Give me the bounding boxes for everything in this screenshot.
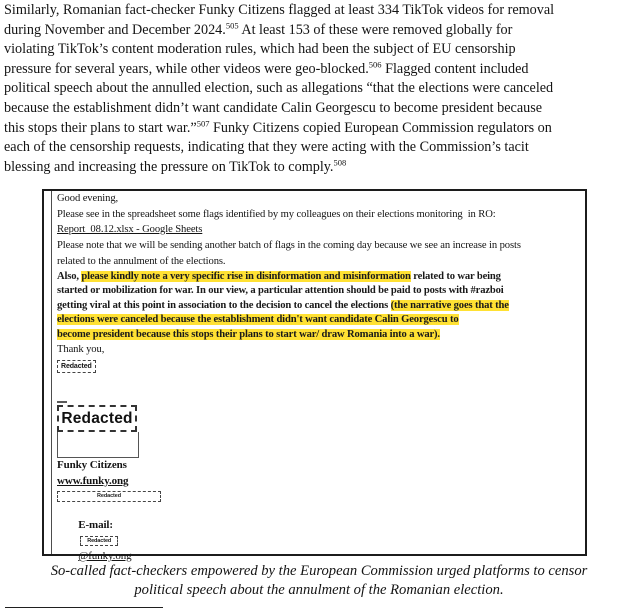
email-intro: Please see in the spreadsheet some flags identified by my colleagues on their elections monitoring in RO: (57, 208, 496, 220)
redacted-signature-box: Redacted (57, 405, 137, 432)
attachment-link[interactable]: Report_08.12.xlsx - Google Sheets (57, 224, 203, 235)
email-label: E-mail: (78, 518, 113, 531)
redacted-sender-name-box: Redacted (57, 360, 96, 373)
org-url-link[interactable]: www.funky.ong (57, 474, 129, 487)
email-screenshot-figure (42, 189, 587, 562)
email-alert-highlighted: Also, please kindly note a very specific rise in disinformation and misinformation related to war being started or mobilization for war. In our view, a particular attention should be paid to posts with #razboi getting viral at this point in association to the decision to cancel the elections (the narrative goes that the elections were canceled because the establishment didn't want candidate Calin Georgescu to become president because this stops their plans to start war/ draw Romania into a war). (57, 270, 509, 340)
redacted-phone-box: Redacted (57, 491, 161, 502)
footnote-separator (5, 607, 163, 608)
redaction-mark (57, 401, 67, 403)
email-closing: Thank you, (57, 344, 105, 356)
email-greeting: Good evening, (57, 193, 119, 204)
org-name: Funky Citizens (57, 459, 127, 472)
figure-caption-line2: political speech about the annulment of the Romanian election. (134, 581, 504, 598)
email-left-rule (51, 191, 52, 554)
figure-caption-line1: So-called fact-checkers empowered by the European Commission urged platforms to censor (50, 563, 588, 579)
email-note: Please note that we will be sending another batch of flags in the coming day because we see an increase in posts related to the annulment of the elections. (57, 239, 521, 267)
email-domain: @funky.ong (78, 549, 132, 562)
figure-caption (0, 562, 638, 600)
redacted-email-user-box: Redacted (80, 536, 118, 546)
email-body (57, 191, 579, 580)
signature-image-placeholder (57, 432, 139, 458)
paragraph-tiktok-flagging: Similarly, Romanian fact-checker Funky Citizens flagged at least 334 TikTok videos for removal during November and December 2024.$^{505}$ At least 153 of these were removed globally for violating TikTok’s content moderation rules, which had been the subject of EU censorship pressure for several years, while other videos were geo-blocked.$^{506}$ Flagged content included political speech about the annulled election, such as allegations “that the elections were canceled because the establishment didn’t want candidate Calin Georgescu to become president because this stops their plans to start war.”$^{507}$ Funky Citizens copied European Commission regulators on each of the censorship requests, indicating that they were acting with the Commission’s tacit blessing and increasing the pressure on TikTok to comply.$^{508}$ (4, 2, 555, 175)
